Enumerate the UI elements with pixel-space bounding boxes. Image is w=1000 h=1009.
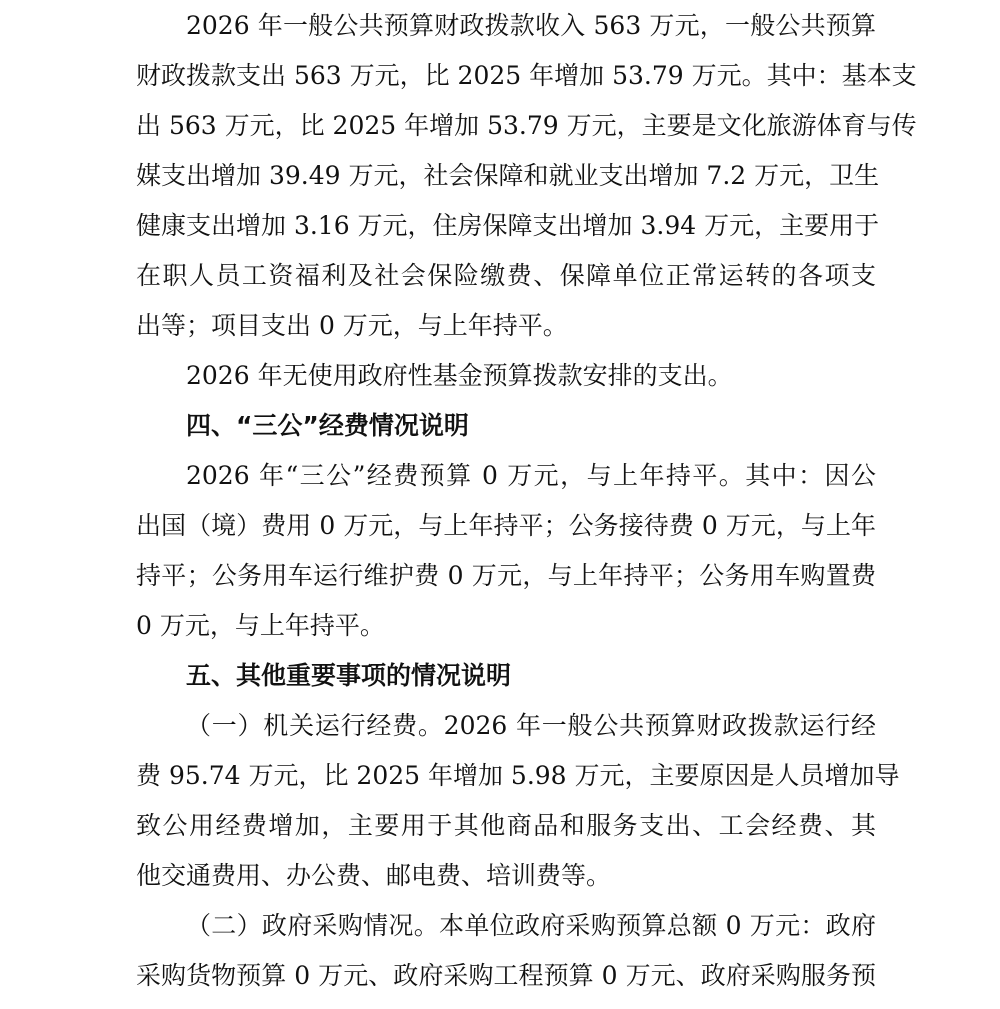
paragraph-three-public-line-1: 2026 年“三公”经费预算 0 万元，与上年持平。其中：因公: [186, 461, 876, 490]
section-heading-other-matters: 五、其他重要事项的情况说明: [186, 661, 512, 690]
paragraph-three-public-line-3: 持平；公务用车运行维护费 0 万元，与上年持平；公务用车购置费: [136, 561, 876, 590]
paragraph-operating-costs-line-1: （一）机关运行经费。2026 年一般公共预算财政拨款运行经: [186, 711, 876, 740]
paragraph-procurement-line-2: 采购货物预算 0 万元、政府采购工程预算 0 万元、政府采购服务预: [136, 961, 876, 990]
paragraph-operating-costs-line-4: 他交通费用、办公费、邮电费、培训费等。: [136, 861, 612, 890]
paragraph-operating-costs-line-2: 费 95.74 万元，比 2025 年增加 5.98 万元，主要原因是人员增加导: [136, 761, 900, 790]
paragraph-budget-income-line-1: 2026 年一般公共预算财政拨款收入 563 万元，一般公共预算: [186, 11, 876, 40]
paragraph-budget-income-line-5: 健康支出增加 3.16 万元，住房保障支出增加 3.94 万元，主要用于: [136, 211, 880, 240]
section-heading-three-public: 四、“三公”经费情况说明: [186, 411, 469, 440]
paragraph-procurement-line-1: （二）政府采购情况。本单位政府采购预算总额 0 万元：政府: [186, 911, 876, 940]
paragraph-budget-income-line-2: 财政拨款支出 563 万元，比 2025 年增加 53.79 万元。其中：基本支: [136, 61, 917, 90]
paragraph-budget-income-line-6: 在职人员工资福利及社会保险缴费、保障单位正常运转的各项支: [136, 261, 876, 290]
paragraph-three-public-line-2: 出国（境）费用 0 万元，与上年持平；公务接待费 0 万元，与上年: [136, 511, 876, 540]
paragraph-operating-costs-line-3: 致公用经费增加，主要用于其他商品和服务支出、工会经费、其: [136, 811, 876, 840]
paragraph-three-public-line-4: 0 万元，与上年持平。: [136, 611, 385, 640]
paragraph-budget-income-line-4: 媒支出增加 39.49 万元，社会保障和就业支出增加 7.2 万元，卫生: [136, 161, 880, 190]
paragraph-budget-income-line-3: 出 563 万元，比 2025 年增加 53.79 万元，主要是文化旅游体育与传: [136, 111, 917, 140]
paragraph-budget-income-line-7: 出等；项目支出 0 万元，与上年持平。: [136, 311, 568, 340]
paragraph-fund-budget: 2026 年无使用政府性基金预算拨款安排的支出。: [186, 361, 733, 390]
